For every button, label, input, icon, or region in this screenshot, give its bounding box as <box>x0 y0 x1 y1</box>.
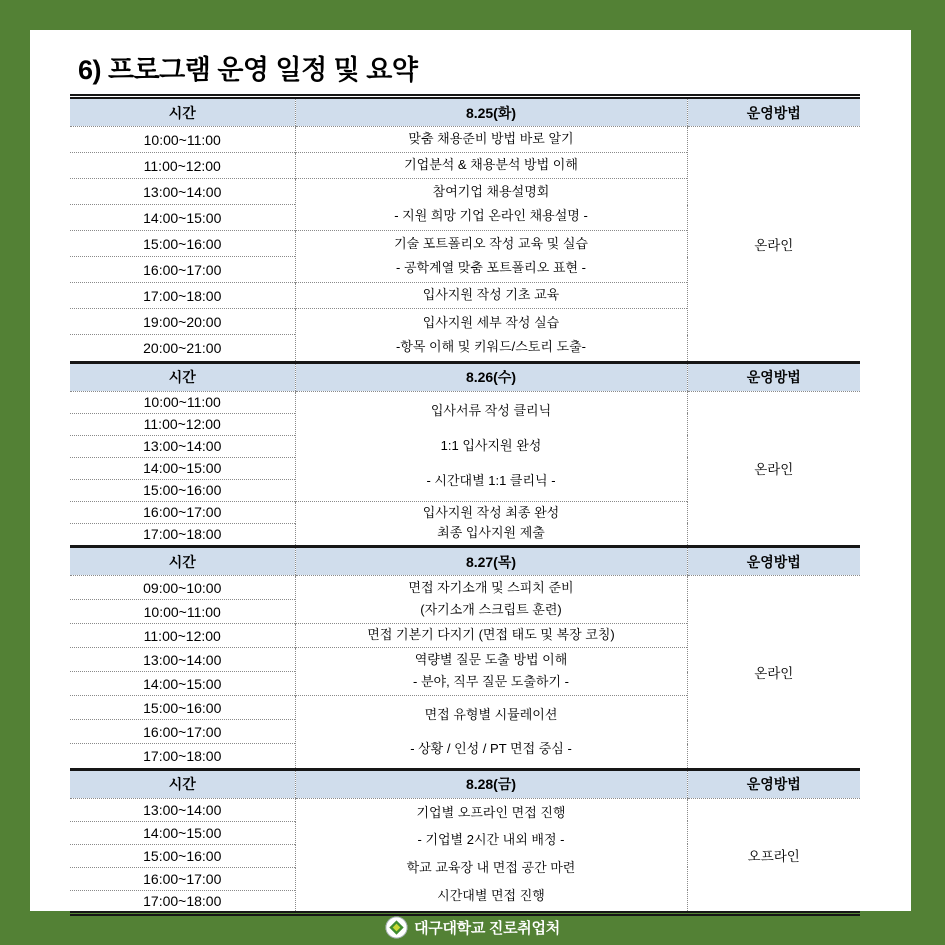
time-cell: 17:00~18:00 <box>70 523 295 545</box>
time-cell: 16:00~17:00 <box>70 501 295 523</box>
session-line: 기업분석 & 채용분석 방법 이해 <box>404 157 578 173</box>
time-cell: 11:00~12:00 <box>70 624 295 648</box>
session-line: - 분야, 직무 질문 도출하기 - <box>413 674 569 690</box>
time-cell: 10:00~11:00 <box>70 600 295 624</box>
time-cell: 14:00~15:00 <box>70 205 295 231</box>
date-header-label: 8.25(화) <box>295 97 687 127</box>
schedule-table-1 <box>70 94 860 361</box>
time-cell: 13:00~14:00 <box>70 179 295 205</box>
time-header-label: 시간 <box>70 97 295 127</box>
schedule-table-2 <box>70 361 860 546</box>
session-line: 면접 유형별 시뮬레이션 <box>424 706 558 722</box>
session-line: (자기소개 스크립트 훈련) <box>420 602 562 618</box>
time-cell: 13:00~14:00 <box>70 435 295 457</box>
session-cell <box>295 798 687 913</box>
session-cell <box>295 231 687 283</box>
date-header-label: 8.26(수) <box>295 362 687 391</box>
session-line: 입사지원 세부 작성 실습 <box>422 314 560 330</box>
session-line: 최종 입사지원 제출 <box>437 525 545 541</box>
time-cell: 14:00~15:00 <box>70 672 295 696</box>
method-header-label: 운영방법 <box>687 97 860 127</box>
session-line: 입사지원 작성 최종 완성 <box>422 505 560 521</box>
page-title: 6) 프로그램 운영 일정 및 요약 <box>78 55 418 85</box>
time-cell: 10:00~11:00 <box>70 391 295 413</box>
session-cell <box>295 179 687 231</box>
time-cell: 15:00~16:00 <box>70 231 295 257</box>
time-cell: 09:00~10:00 <box>70 576 295 600</box>
time-cell: 13:00~14:00 <box>70 798 295 821</box>
time-cell: 16:00~17:00 <box>70 720 295 744</box>
table-header-row <box>70 769 860 798</box>
session-line: 학교 교육장 내 면접 공간 마련 <box>406 860 576 876</box>
method-cell: 오프라인 <box>687 798 860 913</box>
session-cell <box>295 127 687 153</box>
session-line: 참여기업 채용설명회 <box>432 184 550 200</box>
session-cell <box>295 501 687 545</box>
session-line: 시간대별 면접 진행 <box>437 887 545 903</box>
session-cell <box>295 283 687 309</box>
time-cell: 16:00~17:00 <box>70 257 295 283</box>
schedule-table-4 <box>70 768 860 916</box>
session-line: - 지원 희망 기업 온라인 채용설명 - <box>394 208 588 224</box>
table-row <box>70 391 860 413</box>
slide-page <box>30 30 911 911</box>
session-line: 입사서류 작성 클리닉 <box>430 402 552 418</box>
session-line: - 기업별 2시간 내외 배정 - <box>417 832 565 848</box>
footer-org-label: 대구대학교 진로취업처 <box>414 919 560 937</box>
time-cell: 16:00~17:00 <box>70 867 295 890</box>
time-cell: 11:00~12:00 <box>70 153 295 179</box>
session-cell <box>295 576 687 624</box>
time-cell: 14:00~15:00 <box>70 457 295 479</box>
method-header-label: 운영방법 <box>687 547 860 576</box>
time-header-label: 시간 <box>70 547 295 576</box>
time-cell: 15:00~16:00 <box>70 844 295 867</box>
time-cell: 13:00~14:00 <box>70 648 295 672</box>
table-header-row <box>70 547 860 576</box>
schedule-tables <box>70 94 860 916</box>
session-cell <box>295 624 687 648</box>
time-cell: 10:00~11:00 <box>70 127 295 153</box>
date-header-label: 8.28(금) <box>295 769 687 798</box>
time-header-label: 시간 <box>70 362 295 391</box>
time-cell: 15:00~16:00 <box>70 479 295 501</box>
time-cell: 19:00~20:00 <box>70 309 295 335</box>
session-line: 기술 포트폴리오 작성 교육 및 실습 <box>394 236 588 252</box>
session-cell <box>295 648 687 696</box>
session-cell <box>295 696 687 768</box>
time-cell: 17:00~18:00 <box>70 890 295 913</box>
footer <box>0 913 945 941</box>
time-cell: 14:00~15:00 <box>70 821 295 844</box>
session-line: 맞춤 채용준비 방법 바로 알기 <box>408 131 574 147</box>
time-cell: 15:00~16:00 <box>70 696 295 720</box>
table-row <box>70 576 860 600</box>
method-header-label: 운영방법 <box>687 362 860 391</box>
session-line: - 시간대별 1:1 클리닉 - <box>426 473 556 489</box>
table-row <box>70 127 860 153</box>
university-logo-icon <box>385 916 408 939</box>
schedule-table-3 <box>70 545 860 768</box>
session-cell <box>295 309 687 361</box>
session-line: 입사지원 작성 기초 교육 <box>422 287 560 303</box>
session-line: - 상황 / 인성 / PT 면접 중심 - <box>410 740 572 756</box>
time-cell: 11:00~12:00 <box>70 413 295 435</box>
session-line: - 공학계열 맞춤 포트폴리오 표현 - <box>396 260 586 276</box>
method-cell: 온라인 <box>687 391 860 545</box>
session-line: 기업별 오프라인 면접 진행 <box>416 804 566 820</box>
time-cell: 20:00~21:00 <box>70 335 295 361</box>
time-cell: 17:00~18:00 <box>70 283 295 309</box>
session-line: 면접 자기소개 및 스피치 준비 <box>408 580 574 596</box>
session-cell <box>295 391 687 501</box>
table-header-row <box>70 362 860 391</box>
table-row <box>70 798 860 821</box>
table-header-row <box>70 97 860 127</box>
date-header-label: 8.27(목) <box>295 547 687 576</box>
session-line: 1:1 입사지원 완성 <box>440 437 542 453</box>
session-line: 면접 기본기 다지기 (면접 태도 및 복장 코칭) <box>367 627 615 643</box>
time-cell: 17:00~18:00 <box>70 744 295 768</box>
time-header-label: 시간 <box>70 769 295 798</box>
session-line: 역량별 질문 도출 방법 이해 <box>414 652 568 668</box>
method-cell: 온라인 <box>687 576 860 768</box>
session-line: -항목 이해 및 키워드/스토리 도출- <box>396 338 586 354</box>
method-header-label: 운영방법 <box>687 769 860 798</box>
method-cell: 온라인 <box>687 127 860 361</box>
session-cell <box>295 153 687 179</box>
